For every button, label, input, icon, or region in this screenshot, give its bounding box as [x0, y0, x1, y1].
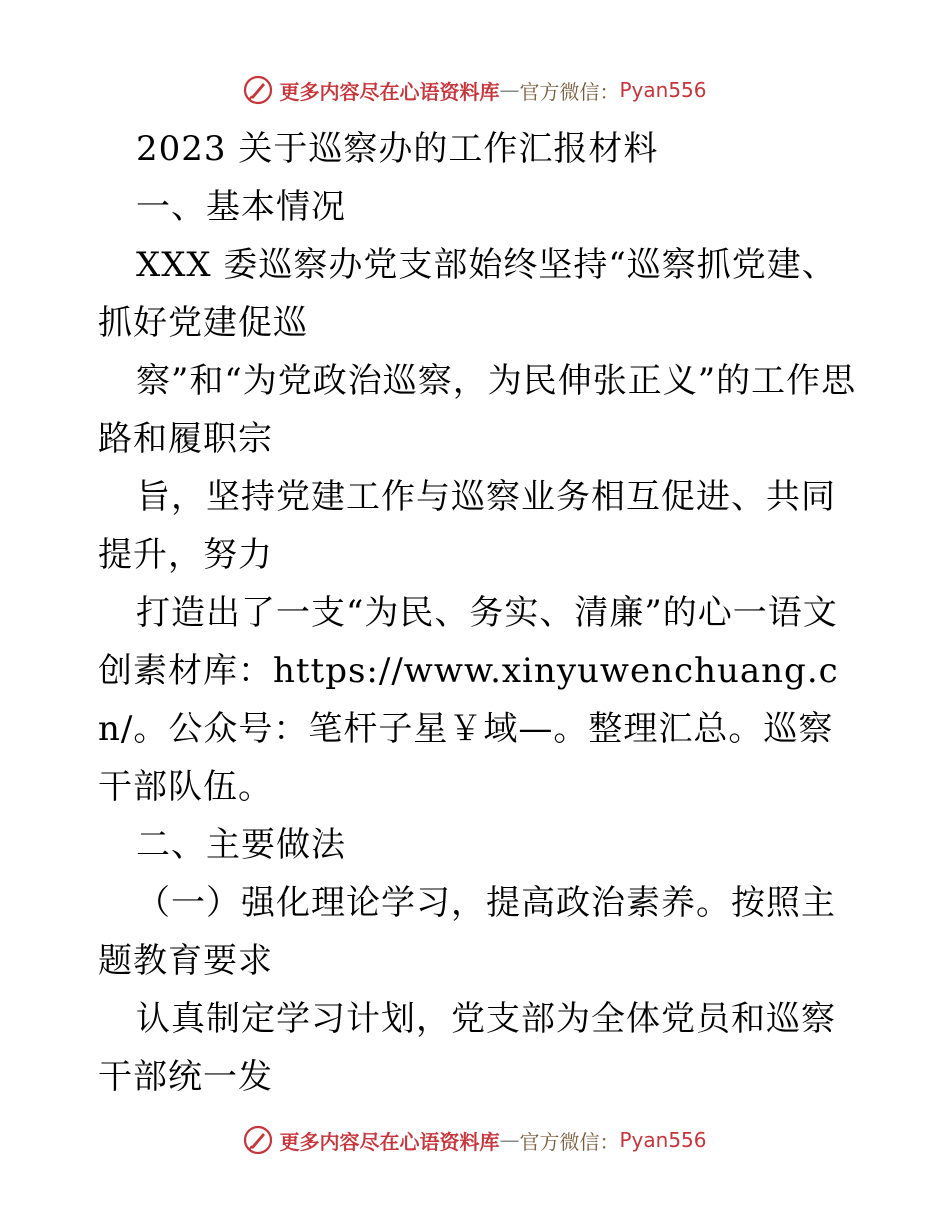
footer-banner	[0, 1120, 950, 1160]
banner-wechat-id: Pyan556	[619, 1128, 707, 1152]
banner-wechat-id: Pyan556	[619, 78, 707, 102]
body-paragraph: 察”和“为党政治巡察，为民伸张正义”的工作思路和履职宗	[98, 361, 857, 459]
banner-wechat-label: 官方微信：	[519, 79, 620, 104]
body-paragraph: 旨，坚持党建工作与巡察业务相互促进、共同提升，努力	[98, 477, 836, 575]
section-heading: 一、基本情况	[136, 187, 346, 227]
quill-pen-icon	[243, 1125, 273, 1155]
header-banner	[0, 70, 950, 110]
banner-slogan: 更多内容尽在心语资料库	[279, 1129, 500, 1154]
body-paragraph: XXX 委巡察办党支部始终坚持“巡察抓党建、抓好党建促巡	[98, 245, 837, 343]
document-title: 2023 关于巡察办的工作汇报材料	[136, 129, 659, 169]
banner-slogan: 更多内容尽在心语资料库	[279, 79, 500, 104]
document-body	[98, 120, 858, 1106]
body-paragraph: 打造出了一支“为民、务实、清廉”的心一语文创素材库：https://www.xinyuwenchuang.cn/。公众号：笔杆子星￥域—。整理汇总。巡察干部队伍。	[98, 593, 839, 807]
body-paragraph: 认真制定学习计划，党支部为全体党员和巡察干部统一发	[98, 999, 836, 1097]
body-paragraph: （一）强化理论学习，提高政治素养。按照主题教育要求	[98, 883, 836, 981]
banner-separator: —	[499, 1128, 520, 1152]
quill-pen-icon	[243, 75, 273, 105]
banner-separator: —	[499, 78, 520, 102]
banner-wechat-label: 官方微信：	[519, 1129, 620, 1154]
section-heading: 二、主要做法	[136, 825, 346, 865]
